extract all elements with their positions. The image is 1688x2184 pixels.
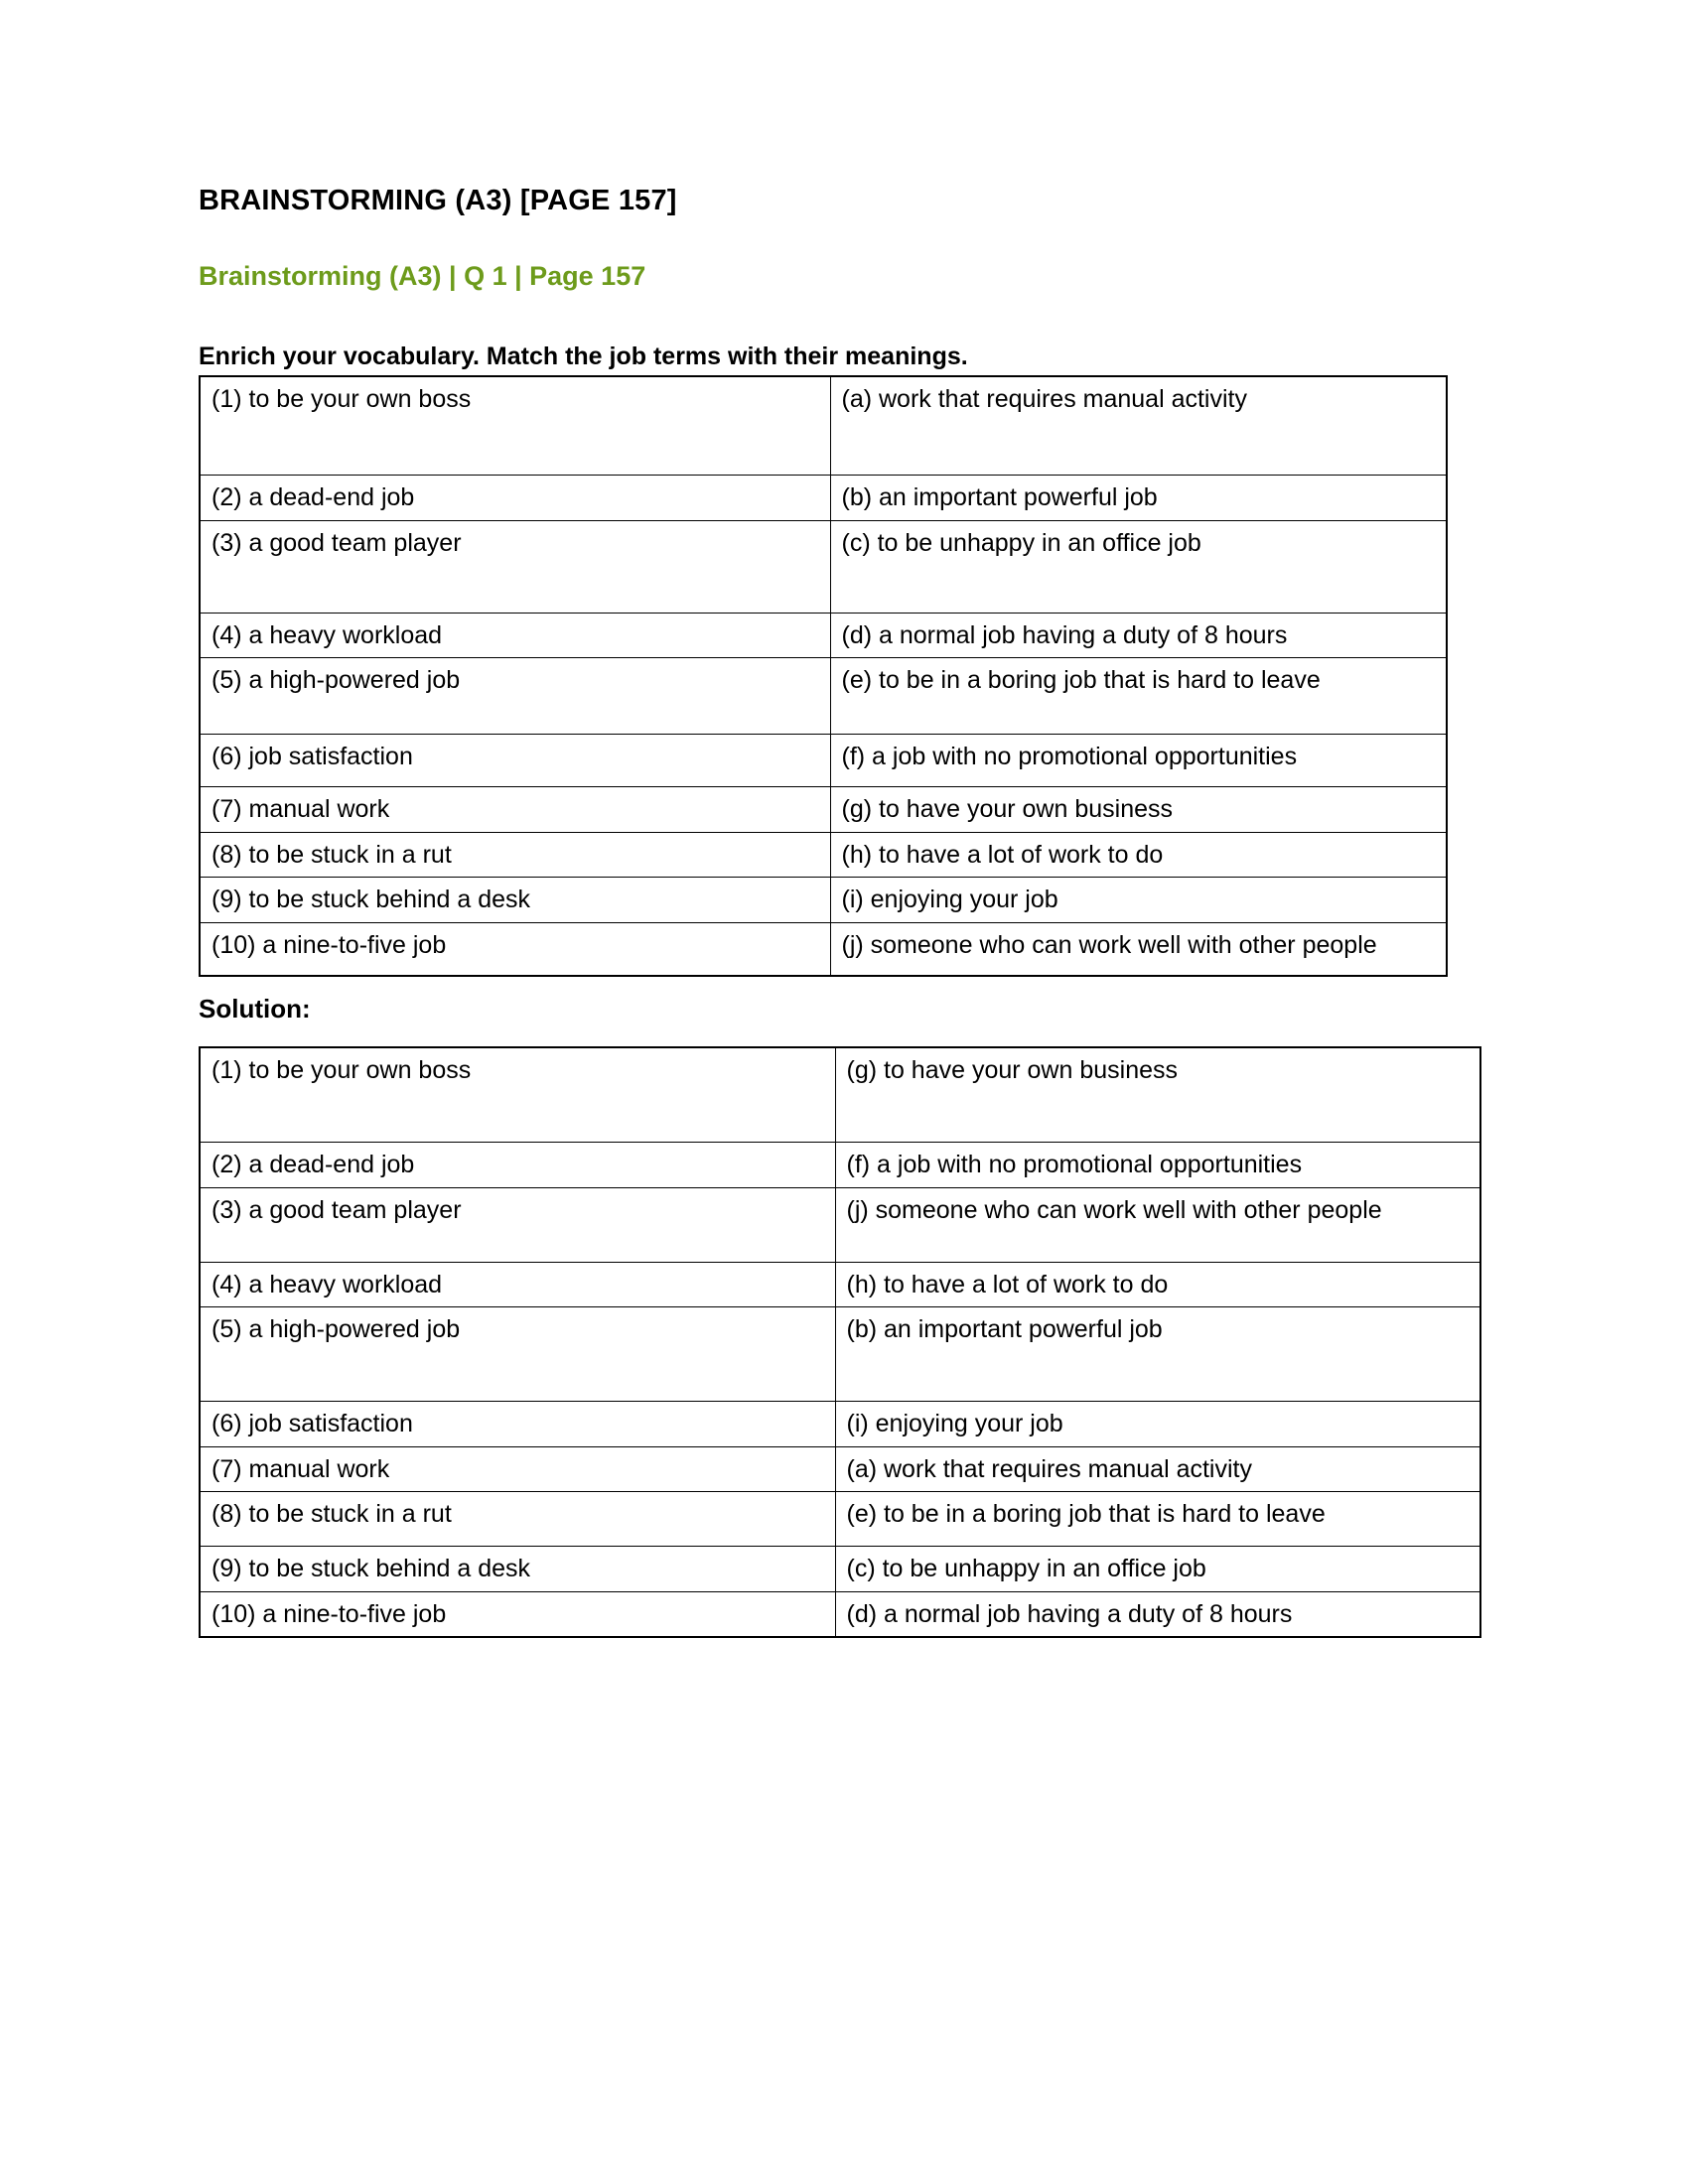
term-cell: (8) to be stuck in a rut	[200, 1492, 835, 1547]
table-row	[200, 1187, 1480, 1262]
meaning-cell: (i) enjoying your job	[830, 878, 1447, 923]
meaning-cell: (b) an important powerful job	[835, 1307, 1480, 1402]
table-row	[200, 1143, 1480, 1188]
table-row	[200, 735, 1447, 787]
table-row	[200, 613, 1447, 658]
term-cell: (9) to be stuck behind a desk	[200, 1547, 835, 1592]
meaning-cell: (h) to have a lot of work to do	[830, 832, 1447, 878]
table-row	[200, 376, 1447, 476]
term-cell: (5) a high-powered job	[200, 1307, 835, 1402]
table-row	[200, 1047, 1480, 1143]
table-row	[200, 1402, 1480, 1447]
meaning-cell: (f) a job with no promotional opportunities	[830, 735, 1447, 787]
table-row	[200, 1262, 1480, 1307]
term-cell: (10) a nine-to-five job	[200, 1591, 835, 1637]
table-row	[200, 922, 1447, 976]
meaning-cell: (d) a normal job having a duty of 8 hours	[835, 1591, 1480, 1637]
solution-table	[199, 1046, 1481, 1638]
table-row	[200, 658, 1447, 735]
table-row	[200, 832, 1447, 878]
table-row	[200, 787, 1447, 833]
meaning-cell: (a) work that requires manual activity	[830, 376, 1447, 476]
meaning-cell: (f) a job with no promotional opportunities	[835, 1143, 1480, 1188]
page-title: BRAINSTORMING (A3) [PAGE 157]	[199, 185, 677, 216]
term-cell: (6) job satisfaction	[200, 1402, 835, 1447]
term-cell: (7) manual work	[200, 1446, 835, 1492]
term-cell: (8) to be stuck in a rut	[200, 832, 830, 878]
term-cell: (4) a heavy workload	[200, 1262, 835, 1307]
term-cell: (2) a dead-end job	[200, 1143, 835, 1188]
table-row	[200, 520, 1447, 613]
question-subheading: Brainstorming (A3) | Q 1 | Page 157	[199, 260, 646, 291]
term-cell: (9) to be stuck behind a desk	[200, 878, 830, 923]
match-table	[199, 375, 1448, 977]
term-cell: (1) to be your own boss	[200, 376, 830, 476]
term-cell: (1) to be your own boss	[200, 1047, 835, 1143]
term-cell: (4) a heavy workload	[200, 613, 830, 658]
term-cell: (10) a nine-to-five job	[200, 922, 830, 976]
meaning-cell: (j) someone who can work well with other people	[830, 922, 1447, 976]
term-cell: (5) a high-powered job	[200, 658, 830, 735]
meaning-cell: (g) to have your own business	[835, 1047, 1480, 1143]
meaning-cell: (h) to have a lot of work to do	[835, 1262, 1480, 1307]
table-row	[200, 476, 1447, 521]
meaning-cell: (e) to be in a boring job that is hard to leave	[830, 658, 1447, 735]
table-row	[200, 1591, 1480, 1637]
table-row	[200, 878, 1447, 923]
instruction-text: Enrich your vocabulary. Match the job terms with their meanings.	[199, 342, 968, 371]
term-cell: (3) a good team player	[200, 1187, 835, 1262]
table-row	[200, 1446, 1480, 1492]
meaning-cell: (c) to be unhappy in an office job	[830, 520, 1447, 613]
term-cell: (2) a dead-end job	[200, 476, 830, 521]
meaning-cell: (c) to be unhappy in an office job	[835, 1547, 1480, 1592]
solution-label: Solution:	[199, 993, 311, 1024]
meaning-cell: (e) to be in a boring job that is hard to leave	[835, 1492, 1480, 1547]
table-row	[200, 1547, 1480, 1592]
term-cell: (7) manual work	[200, 787, 830, 833]
term-cell: (6) job satisfaction	[200, 735, 830, 787]
meaning-cell: (d) a normal job having a duty of 8 hours	[830, 613, 1447, 658]
term-cell: (3) a good team player	[200, 520, 830, 613]
meaning-cell: (b) an important powerful job	[830, 476, 1447, 521]
table-row	[200, 1492, 1480, 1547]
meaning-cell: (g) to have your own business	[830, 787, 1447, 833]
meaning-cell: (a) work that requires manual activity	[835, 1446, 1480, 1492]
table-row	[200, 1307, 1480, 1402]
meaning-cell: (j) someone who can work well with other people	[835, 1187, 1480, 1262]
meaning-cell: (i) enjoying your job	[835, 1402, 1480, 1447]
